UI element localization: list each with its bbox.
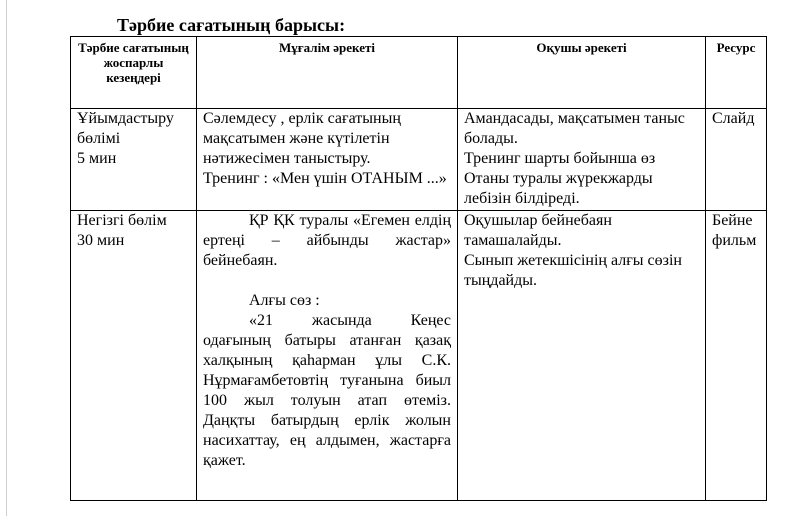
header-stage: Тәрбие сағатының жоспарлы кезеңдері [71,37,197,109]
section-title: Тәрбие сағатының барысы: [117,15,346,35]
header-resource: Ресурс [706,37,767,109]
student-text: Сынып жетекшісінің алғы сөзін тыңдайды. [464,252,682,289]
student-text: Оқушылар бейнебаян тамашалайды. [464,212,612,249]
resource-text: Бейне фильм [712,212,757,249]
teacher-text: Алғы сөз : [249,292,320,309]
paragraph-gap [203,271,451,291]
teacher-action-cell [197,109,458,211]
student-action-cell [458,211,706,501]
table-header-row [71,37,767,109]
resource-cell [706,109,767,211]
teacher-action-cell [197,211,458,501]
stage-cell [71,109,197,211]
resource-text: Слайд [712,110,755,127]
page-margin-line [6,0,7,516]
stage-time: 5 мин [77,150,117,167]
stage-name: Негізгі бөлім [77,212,167,229]
resource-cell [706,211,767,501]
header-teacher-action: Мұғалім әрекеті [197,37,458,109]
teacher-text: «21 жасында Кеңес одағының батыры атанған қазақ халқының қаһарман ұлы С.К. Нұрмағамбетовтің туғанына биыл 100 жыл толуын атап өтеміз. Даңқты батырдың ерлік жолын насихаттау, ең алдымен, жастарға қажет. [203,312,451,469]
header-student-action: Оқушы әрекеті [458,37,706,109]
teacher-text: Тренинг : «Мен үшін ОТАНЫМ ...» [203,170,447,187]
table-row [71,109,767,211]
student-text: Тренинг шарты бойынша өз Отаны туралы жүрекжарды лебізін білдіреді. [464,150,656,207]
table-row [71,211,767,501]
stage-time: 30 мин [77,232,125,249]
stage-name: Ұйымдастыру бөлімі [77,110,174,147]
student-action-cell [458,109,706,211]
teacher-text: Сәлемдесу , ерлік сағатының мақсатымен және күтілетін нәтижесімен таныстыру. [203,110,401,167]
teacher-text: ҚР ҚК туралы «Егемен елдің ертеңі – айбынды жастар» бейнебаян. [203,212,451,269]
stage-cell [71,211,197,501]
student-text: Амандасады, мақсатымен таныс болады. [464,110,685,147]
lesson-plan-table [70,36,767,501]
